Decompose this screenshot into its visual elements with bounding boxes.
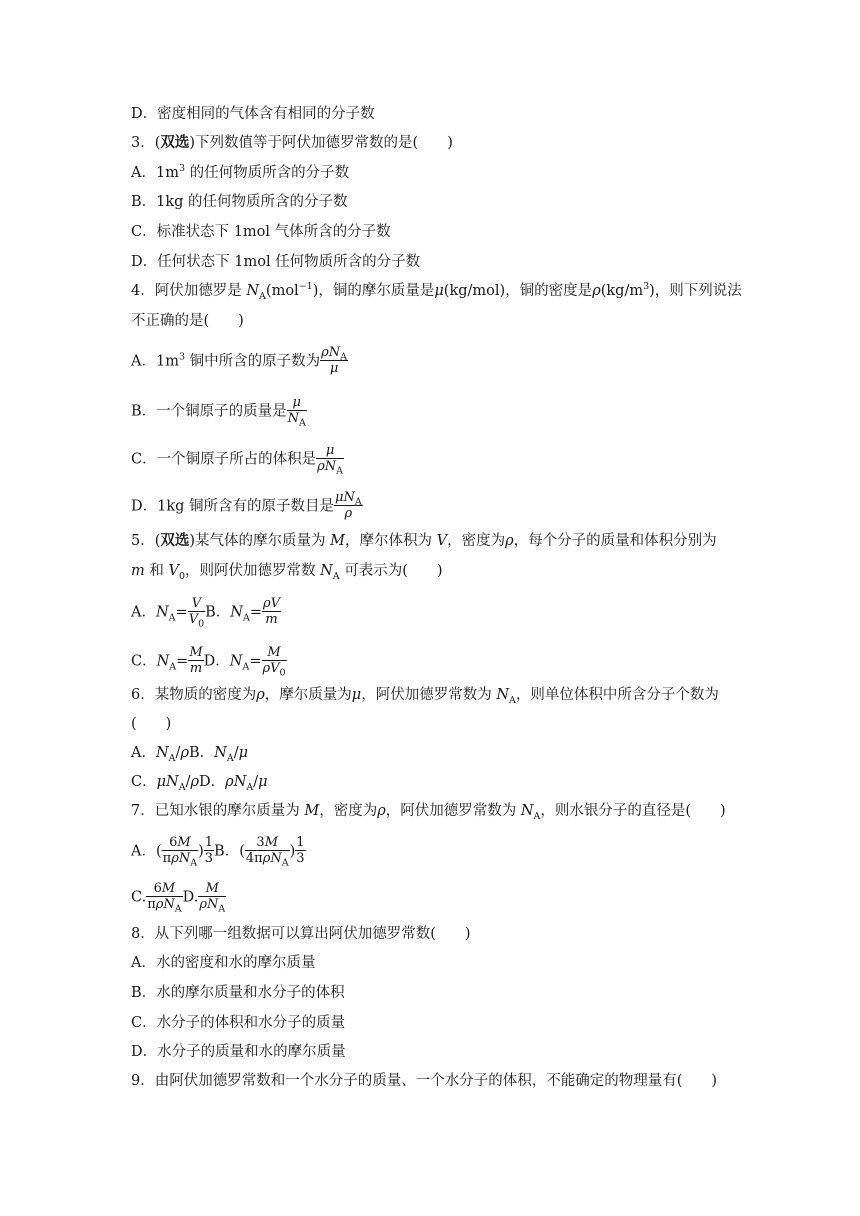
q3-stem: 3．(双选)下列数值等于阿伏加德罗常数的是( ) xyxy=(131,134,453,151)
q8-stem: 8．从下列哪一组数据可以算出阿伏加德罗常数( ) xyxy=(131,926,471,942)
q4-option-a: A．$1m^3$ 铜中所含的原子数为 $\frac{\rho N_A}{\mu}$ xyxy=(131,345,348,376)
q8-option-b: B．水的摩尔质量和水分子的体积 xyxy=(131,985,345,1001)
q8-option-c: C．水分子的体积和水分子的质量 xyxy=(131,1015,346,1031)
q5-stem-line1: 5．(双选)某气体的摩尔质量为 M，摩尔体积为 V，密度为ρ，每个分子的质量和体积分别为 xyxy=(131,532,717,549)
q6-options-cd: C．$\mu N_A/\rho D$．$\rho N_A/\mu$ xyxy=(131,774,268,793)
q6-stem-line1: 6．某物质的密度为ρ，摩尔质量为μ，阿伏加德罗常数为 $N_A$，则单位体积中所含分子个数为 xyxy=(131,687,719,706)
q7-options-cd: C. $\frac{6M}{\pi\rho N_A}$ D. $\frac{M}{\rho N_A}$ xyxy=(131,881,226,915)
q2-option-d: D．密度相同的气体含有相同的分子数 xyxy=(131,106,375,122)
q8-option-a: A．水的密度和水的摩尔质量 xyxy=(131,955,316,971)
q3-option-a: A．$1m^3$ 的任何物质所含的分子数 xyxy=(131,163,350,181)
q6-options-ab: A．$N_A/\rho B$．$N_A/\mu$ xyxy=(131,745,249,764)
q4-option-b: B．一个铜原子的质量是 $\frac{\mu}{N_A}$ xyxy=(131,395,306,429)
q8-option-d: D．水分子的质量和水的摩尔质量 xyxy=(131,1044,346,1060)
q6-stem-line2: ( ) xyxy=(131,716,172,732)
q3-option-c: C．标准状态下 1mol 气体所含的分子数 xyxy=(131,224,391,240)
q4-option-c: C．一个铜原子所占的体积是 $\frac{\mu}{\rho N_A}$ xyxy=(131,443,343,477)
q3-option-b: B．1kg 的任何物质所含的分子数 xyxy=(131,194,348,210)
q9-stem: 9．由阿伏加德罗常数和一个水分子的质量、一个水分子的体积，不能确定的物理量有( ) xyxy=(131,1073,718,1089)
q4-stem-line1: 4．阿伏加德罗是 $N_A(mol^{-1})$，铜的摩尔质量是μ(kg/mol)，铜的密度是$\rho(kg/m^3)$，则下列说法 xyxy=(131,281,742,302)
q7-options-ab: A．( $\frac{6M}{\pi\rho N_A}$ ) $\frac{1}{3}$ B．( $\frac{3M}{4\pi\rho N_A}$ ) $\frac{1}{3}$ xyxy=(131,835,305,869)
q3-option-d: D．任何状态下 1mol 任何物质所含的分子数 xyxy=(131,254,421,270)
q4-stem-line2: 不正确的是( ) xyxy=(131,313,244,329)
q5-stem-line2: m 和 $V_0$，则阿伏加德罗常数 $N_A$ 可表示为( ) xyxy=(131,563,443,582)
q5-options-ab: A．$N_A=$ $\frac{V}{V_0}$ B．$N_A=$ $\frac{\rho V}{m}$ xyxy=(131,596,281,630)
q7-stem: 7．已知水银的摩尔质量为 M，密度为ρ，阿伏加德罗常数为 $N_A$，则水银分子的直径是( ) xyxy=(131,803,726,822)
q5-options-cd: C．$N_A=$ $\frac{M}{m}$ D．$N_A=$ $\frac{M}{\rho V_0}$ xyxy=(131,645,286,679)
q4-option-d: D．1kg 铜所含有的原子数目是 $\frac{\mu N_A}{\rho}$ xyxy=(131,490,362,521)
